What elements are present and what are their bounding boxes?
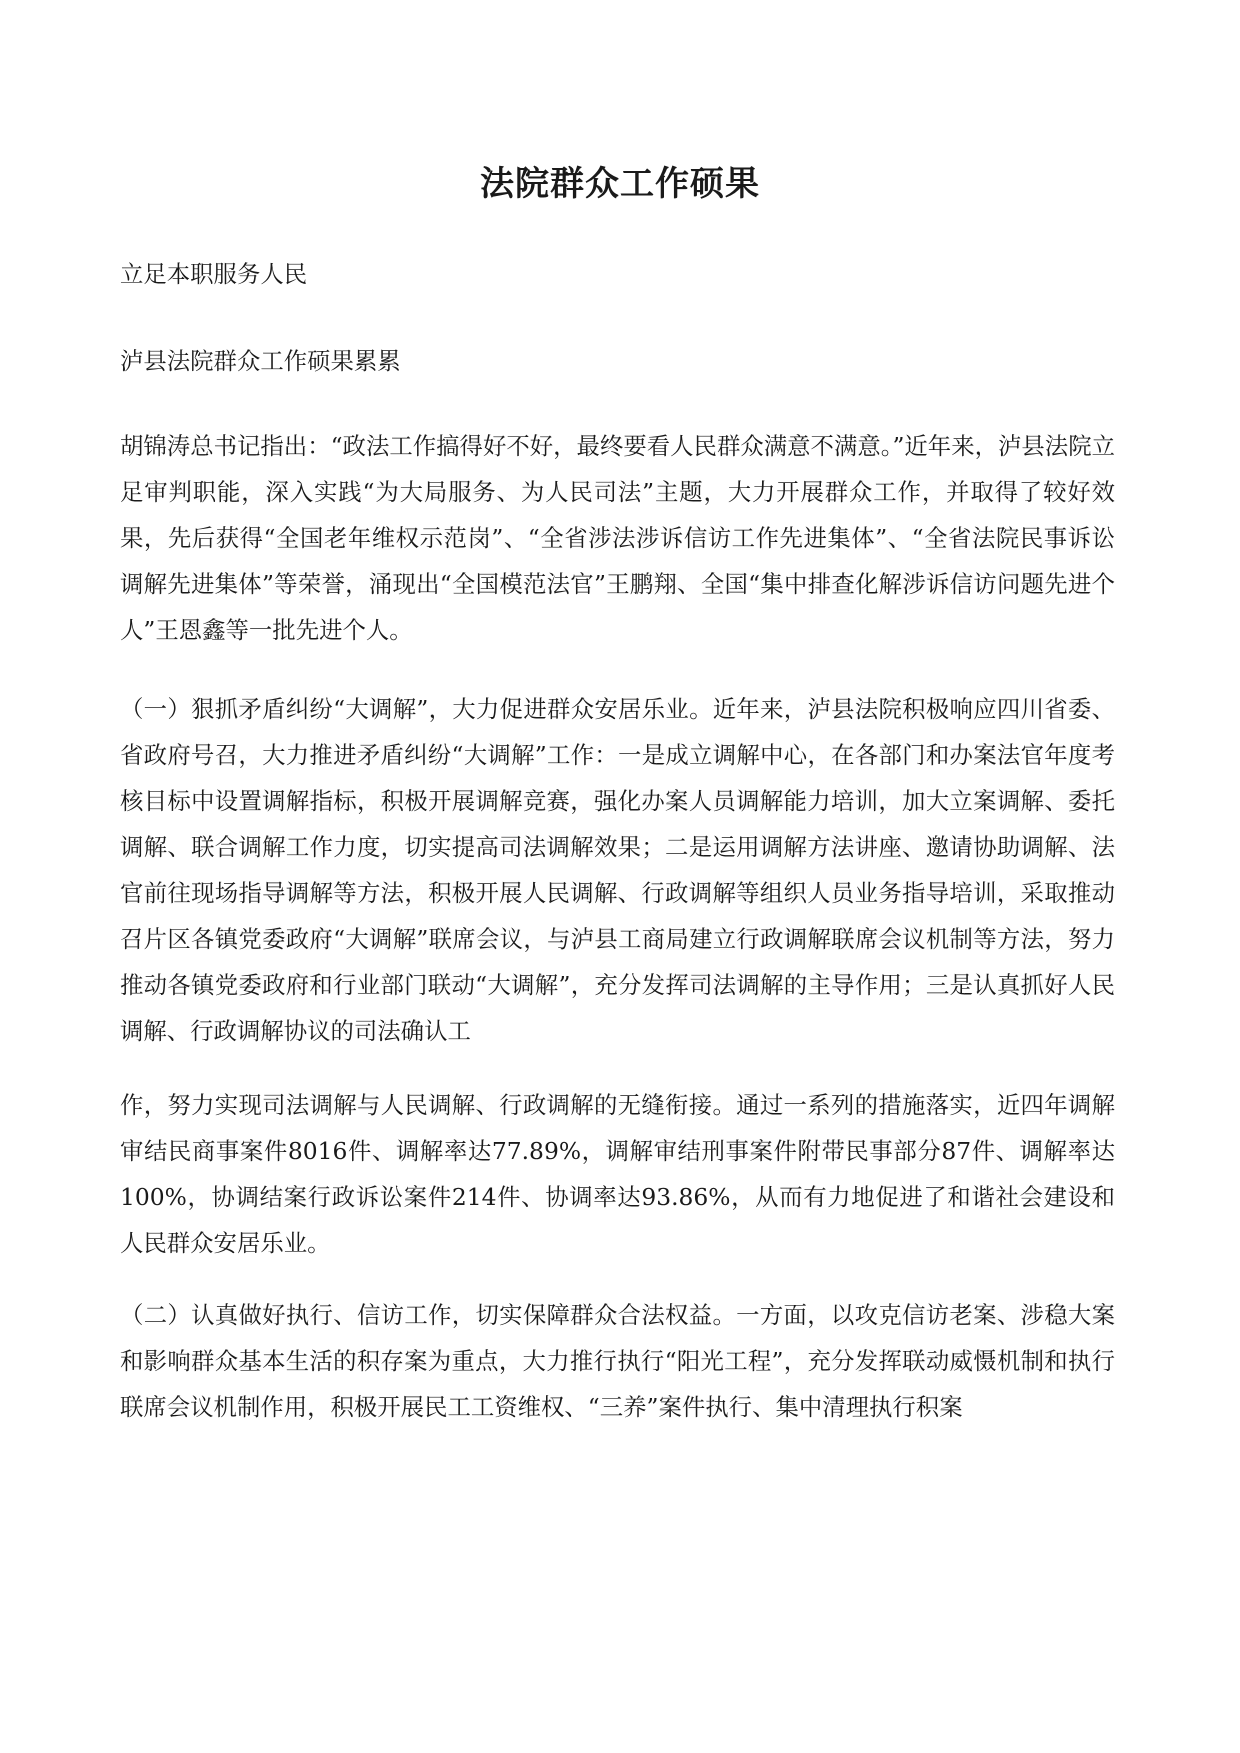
- body-paragraph: （二）认真做好执行、信访工作，切实保障群众合法权益。一方面，以攻克信访老案、涉稳大案和影响群众基本生活的积存案为重点，大力推行执行“阳光工程”，充分发挥联动威慑机制和执行联席会议机制作用，积极开展民工工资维权、“三养”案件执行、集中清理执行积案: [120, 1301, 1115, 1421]
- body-paragraph: 胡锦涛总书记指出：“政法工作搞得好不好，最终要看人民群众满意不满意。”近年来，泸县法院立足审判职能，深入实践“为大局服务、为人民司法”主题，大力开展群众工作，并取得了较好效果，先后获得“全国老年维权示范岗”、“全省涉法涉诉信访工作先进集体”、“全省法院民事诉讼调解先进集体”等荣誉，涌现出“全国模范法官”王鹏翔、全国“集中排查化解涉诉信访问题先进个人”王恩鑫等一批先进个人。: [120, 432, 1115, 644]
- body-paragraph: （一）狠抓矛盾纠纷“大调解”，大力促进群众安居乐业。近年来，泸县法院积极响应四川省委、省政府号召，大力推进矛盾纠纷“大调解”工作：一是成立调解中心，在各部门和办案法官年度考核目标中设置调解指标，积极开展调解竞赛，强化办案人员调解能力培训，加大立案调解、委托调解、联合调解工作力度，切实提高司法调解效果；二是运用调解方法讲座、邀请协助调解、法官前往现场指导调解等方法，积极开展人民调解、行政调解等组织人员业务指导培训，采取推动召片区各镇党委政府“大调解”联席会议，与泸县工商局建立行政调解联席会议机制等方法，努力推动各镇党委政府和行业部门联动“大调解”，充分发挥司法调解的主导作用；三是认真抓好人民调解、行政调解协议的司法确认工: [120, 695, 1115, 1045]
- document-title: 法院群众工作硕果: [480, 164, 760, 204]
- body-paragraph: 作，努力实现司法调解与人民调解、行政调解的无缝衔接。通过一系列的措施落实，近四年调解审结民商事案件8016件、调解率达77.89%，调解审结刑事案件附带民事部分87件、调解率达100%，协调结案行政诉讼案件214件、协调率达93.86%，从而有力地促进了和谐社会建设和人民群众安居乐业。: [120, 1091, 1115, 1257]
- subtitle-line: 立足本职服务人民: [120, 260, 308, 288]
- subtitle-line: 泸县法院群众工作硕果累累: [120, 347, 401, 375]
